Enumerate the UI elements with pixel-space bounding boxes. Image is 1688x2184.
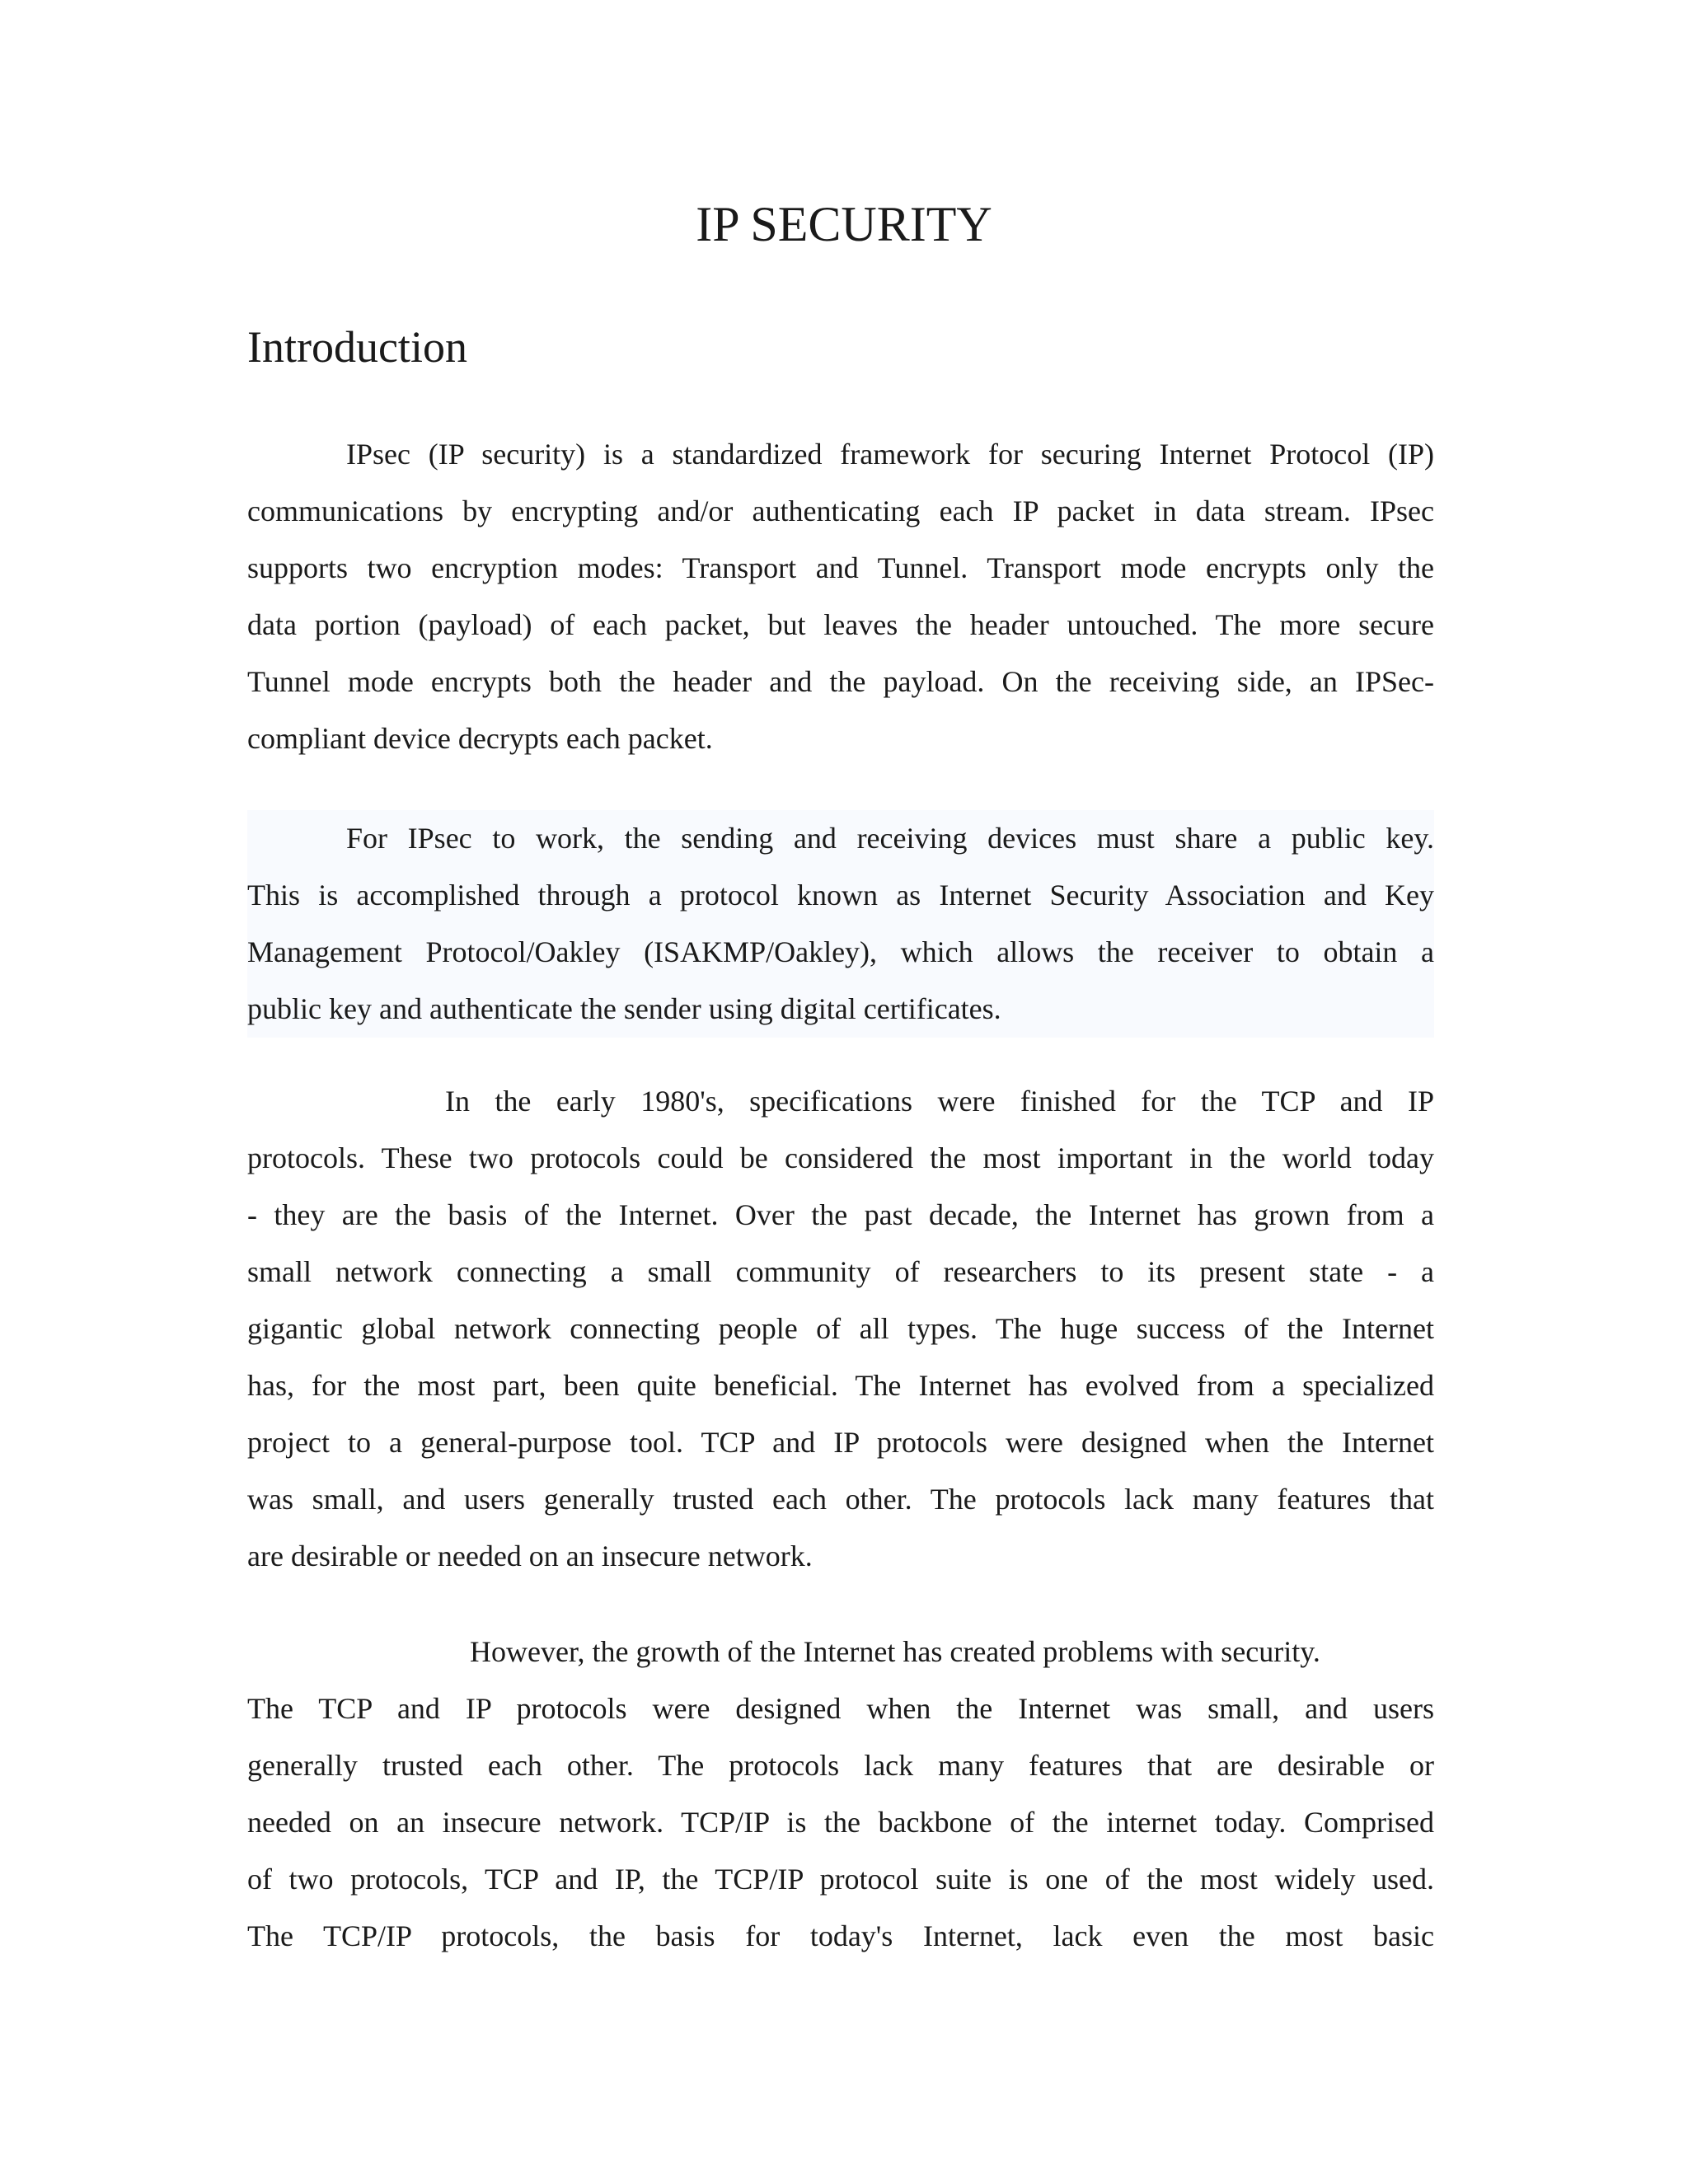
paragraph-line: This is accomplished through a protocol known as Internet Security Association and Key xyxy=(247,879,1434,912)
paragraph-line: data portion (payload) of each packet, but leaves the header untouched. The more secure xyxy=(247,608,1434,641)
paragraph-line: The TCP and IP protocols were designed when the Internet was small, and users xyxy=(247,1692,1434,1725)
paragraph-line: are desirable or needed on an insecure network. xyxy=(247,1540,813,1572)
paragraph-line: needed on an insecure network. TCP/IP is the backbone of the internet today. Comprised xyxy=(247,1806,1434,1839)
paragraph-line: However, the growth of the Internet has created problems with security. xyxy=(470,1635,1320,1668)
paragraph-line: In the early 1980's, specifications were finished for the TCP and IP xyxy=(445,1085,1434,1118)
paragraph-line: has, for the most part, been quite beneficial. The Internet has evolved from a specialized xyxy=(247,1369,1434,1402)
paragraph-line: protocols. These two protocols could be considered the most important in the world today xyxy=(247,1141,1434,1174)
paragraph-ipsec-overview xyxy=(247,426,1434,767)
paragraph-line: project to a general-purpose tool. TCP and IP protocols were designed when the Internet xyxy=(247,1426,1434,1459)
paragraph-line: Tunnel mode encrypts both the header and the payload. On the receiving side, an IPSec- xyxy=(247,665,1434,698)
paragraph-line: public key and authenticate the sender using digital certificates. xyxy=(247,992,1001,1025)
paragraph-line: IPsec (IP security) is a standardized framework for securing Internet Protocol (IP) xyxy=(346,438,1434,471)
paragraph-line: generally trusted each other. The protocols lack many features that are desirable or xyxy=(247,1749,1434,1782)
paragraph-line: For IPsec to work, the sending and receiving devices must share a public key. xyxy=(346,822,1434,855)
paragraph-line: communications by encrypting and/or authenticating each IP packet in data stream. IPsec xyxy=(247,494,1434,527)
paragraph-line: gigantic global network connecting people of all types. The huge success of the Internet xyxy=(247,1312,1434,1345)
paragraph-public-key xyxy=(247,810,1434,1038)
paragraph-tcp-ip-history xyxy=(247,1073,1434,1585)
paragraph-line: was small, and users generally trusted each other. The protocols lack many features that xyxy=(247,1483,1434,1516)
page-title: IP SECURITY xyxy=(696,197,992,251)
paragraph-line: of two protocols, TCP and IP, the TCP/IP protocol suite is one of the most widely used. xyxy=(247,1863,1434,1896)
section-heading-introduction: Introduction xyxy=(247,322,467,372)
paragraph-line: Management Protocol/Oakley (ISAKMP/Oakley), which allows the receiver to obtain a xyxy=(247,935,1434,968)
paragraph-line: compliant device decrypts each packet. xyxy=(247,722,713,755)
paragraph-line: supports two encryption modes: Transport and Tunnel. Transport mode encrypts only the xyxy=(247,551,1434,584)
paragraph-security-problems xyxy=(247,1624,1434,1965)
paragraph-line: The TCP/IP protocols, the basis for today's Internet, lack even the most basic xyxy=(247,1919,1434,1952)
paragraph-line: - they are the basis of the Internet. Over the past decade, the Internet has grown from a xyxy=(247,1198,1434,1231)
paragraph-line: small network connecting a small community of researchers to its present state - a xyxy=(247,1255,1434,1288)
